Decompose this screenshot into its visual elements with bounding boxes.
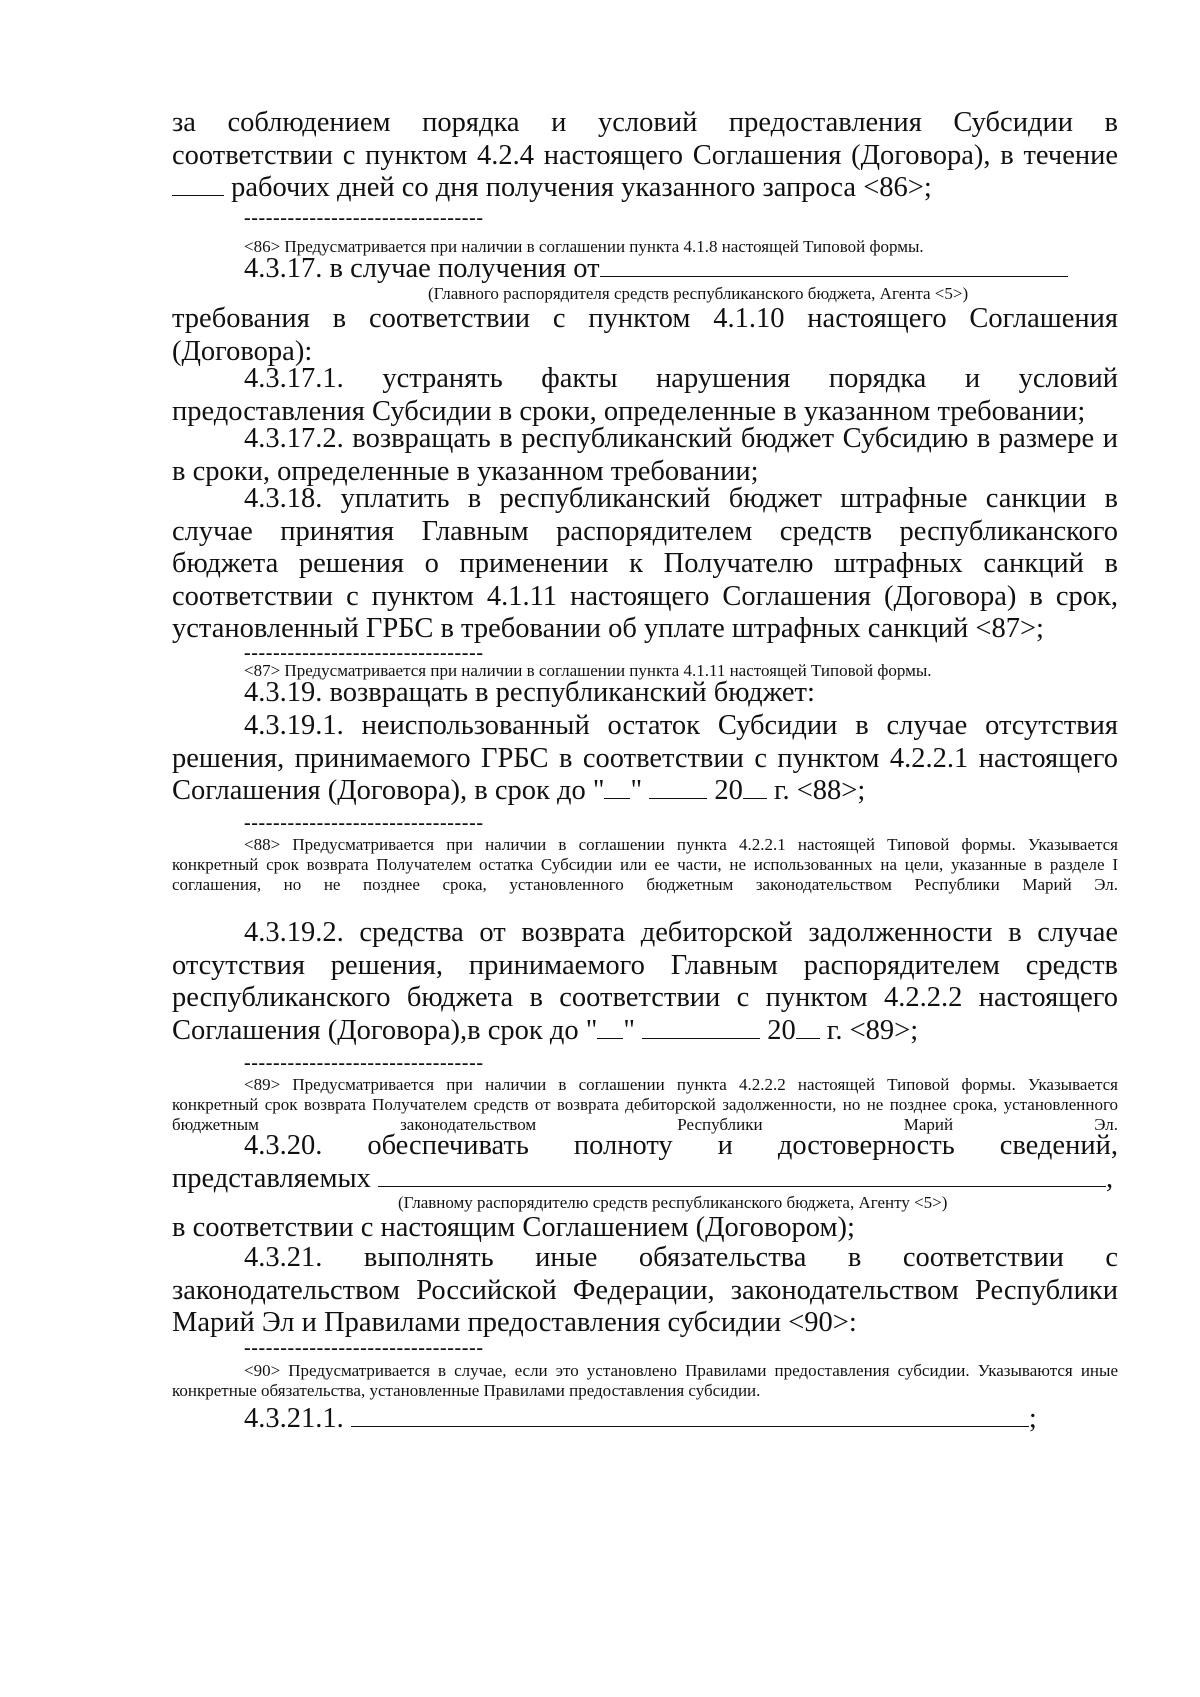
text-fragment: Соглашения (Договора), в срок до " bbox=[172, 775, 605, 806]
footnote-text: <90> Предусматривается в случае, если это установлено Правилами предоставления субсидии. Указываются иные конкретные обязательства, установленные Правилами предоставления субсидии. bbox=[172, 1361, 1118, 1400]
footnote-90 bbox=[172, 1361, 1118, 1401]
text-fragment: 4.3.21.1. bbox=[244, 1403, 344, 1434]
footnote-text: <87> Предусматривается при наличии в соглашении пункта 4.1.11 настоящей Типовой формы. bbox=[244, 661, 932, 680]
clause-4-3-21-1 bbox=[172, 1403, 1118, 1436]
field-caption: (Главному распорядителю средств республиканского бюджета, Агенту <5>) bbox=[398, 1193, 948, 1212]
clause-4-3-17 bbox=[172, 253, 1118, 286]
footnote-separator: --------------------------------- bbox=[244, 642, 484, 664]
text-fragment: полноту bbox=[573, 1130, 673, 1161]
footnote-separator: --------------------------------- bbox=[244, 1337, 484, 1359]
blank-line bbox=[351, 1426, 1029, 1427]
text-fragment: " bbox=[623, 1015, 635, 1046]
text-fragment: Соглашения (Договора),в срок до " bbox=[172, 1015, 598, 1046]
field-caption: (Главного распорядителя средств республиканского бюджета, Агента <5>) bbox=[428, 284, 969, 303]
clause-4-3-20 bbox=[172, 1130, 1118, 1163]
text-fragment: 20 bbox=[767, 1015, 796, 1046]
clause-4-3-20-cont: в соответствии с настоящим Соглашением (Договором); bbox=[172, 1212, 855, 1243]
blank-line bbox=[597, 1038, 623, 1039]
text-line: за соблюдением порядка и условий предоставления Субсидии в bbox=[172, 107, 1118, 138]
clause-4-3-20-line2 bbox=[172, 1163, 1118, 1196]
blank-line bbox=[600, 276, 1068, 277]
text-fragment: 20 bbox=[714, 775, 743, 806]
clause-4-3-19: 4.3.19. возвращать в республиканский бюджет: bbox=[244, 677, 815, 708]
footnote-separator: --------------------------------- bbox=[244, 812, 484, 834]
text-fragment: ; bbox=[1028, 1403, 1037, 1434]
text-fragment: сведений, bbox=[999, 1130, 1118, 1161]
text-fragment: достоверность bbox=[777, 1130, 955, 1161]
blank-line bbox=[172, 195, 224, 196]
text-fragment: 4.3.20. bbox=[244, 1130, 323, 1161]
clause-text: 4.3.17. в случае получения от bbox=[244, 253, 600, 284]
footnote-separator: --------------------------------- bbox=[244, 207, 484, 229]
text-line: соответствии с пунктом 4.2.4 настоящего Соглашения (Договора), в течение bbox=[172, 139, 1118, 171]
text-fragment: представляемых bbox=[172, 1163, 371, 1194]
text-fragment: " bbox=[630, 775, 643, 806]
clause-4-3-17-2: 4.3.17.2. возвращать в республиканский бюджет Субсидию в размере и в сроки, определенные в указанном требовании; bbox=[172, 423, 1118, 487]
footnote-text: <88> Предусматривается при наличии в соглашении пункта 4.2.2.1 настоящей Типовой формы. Указывается конкретный срок возврата Получателем остатка Субсидии или ее части, не использованных на цели, указанные в разделе I соглашения, но не позднее срока, установленного бюджетным законодательством Республики Марий Эл. bbox=[172, 835, 1118, 894]
text-fragment: обеспечивать bbox=[367, 1130, 529, 1161]
text-fragment: рабочих дней со дня получения указанного запроса <86>; bbox=[231, 172, 932, 203]
clause-4-3-17-1: 4.3.17.1. устранять факты нарушения порядка и условий предоставления Субсидии в сроки, определенные в указанном требовании; bbox=[172, 363, 1118, 427]
paragraph-continuation bbox=[172, 107, 1118, 205]
clause-4-3-19-1: 4.3.19.1. неиспользованный остаток Субсидии в случае отсутствия решения, принимаемого ГРБС в соответствии с пунктом 4.2.2.1 настоящего bbox=[172, 710, 1118, 774]
text-line bbox=[172, 172, 1118, 205]
blank-line bbox=[743, 798, 767, 799]
blank-line bbox=[649, 798, 707, 799]
clause-4-3-21: 4.3.21. выполнять иные обязательства в соответствии с законодательством Российской Федерации, законодательством Республики Марий Эл и Правилами предоставления субсидии <90>: bbox=[172, 1242, 1118, 1338]
clause-4-3-18: 4.3.18. уплатить в республиканский бюджет штрафные санкции в случае принятия Главным распорядителем средств республиканского бюджета решения о применении к Получателю штрафных санкций в соответствии с пунктом 4.1.11 настоящего Соглашения (Договора) в срок, установленный ГРБС в требовании об уплате штрафных санкций <87>; bbox=[172, 483, 1118, 644]
clause-4-3-19-2-last bbox=[172, 1015, 1118, 1048]
text-fragment: г. <88>; bbox=[774, 775, 866, 806]
clause-4-3-17-cont: требования в соответствии с пунктом 4.1.10 настоящего Соглашения (Договора): bbox=[172, 303, 1118, 367]
footnote-separator: --------------------------------- bbox=[244, 1052, 484, 1074]
blank-line bbox=[796, 1038, 820, 1039]
text-fragment: г. <89>; bbox=[826, 1015, 919, 1046]
text-fragment: и bbox=[717, 1130, 733, 1161]
footnote-88 bbox=[172, 835, 1118, 895]
blank-line bbox=[604, 798, 630, 799]
footnote-89 bbox=[172, 1075, 1118, 1135]
footnote-text: <86> Предусматривается при наличии в соглашении пункта 4.1.8 настоящей Типовой формы. bbox=[244, 237, 924, 256]
clause-4-3-19-2: 4.3.19.2. средства от возврата дебиторской задолженности в случае отсутствия решения, принимаемого Главным распорядителем средств республиканского бюджета в соответствии с пунктом 4.2.2.2 настоящего bbox=[172, 917, 1118, 1013]
blank-line bbox=[378, 1186, 1106, 1187]
blank-line bbox=[642, 1038, 760, 1039]
text-fragment: , bbox=[1106, 1163, 1114, 1194]
clause-4-3-19-1-last bbox=[172, 775, 1118, 808]
footnote-text: <89> Предусматривается при наличии в соглашении пункта 4.2.2.2 настоящей Типовой формы. Указывается конкретный срок возврата Получателем средств от возврата дебиторской задолженности, но не позднее срока, установленного бюджетным законодательством Республики Марий Эл. bbox=[172, 1075, 1118, 1134]
